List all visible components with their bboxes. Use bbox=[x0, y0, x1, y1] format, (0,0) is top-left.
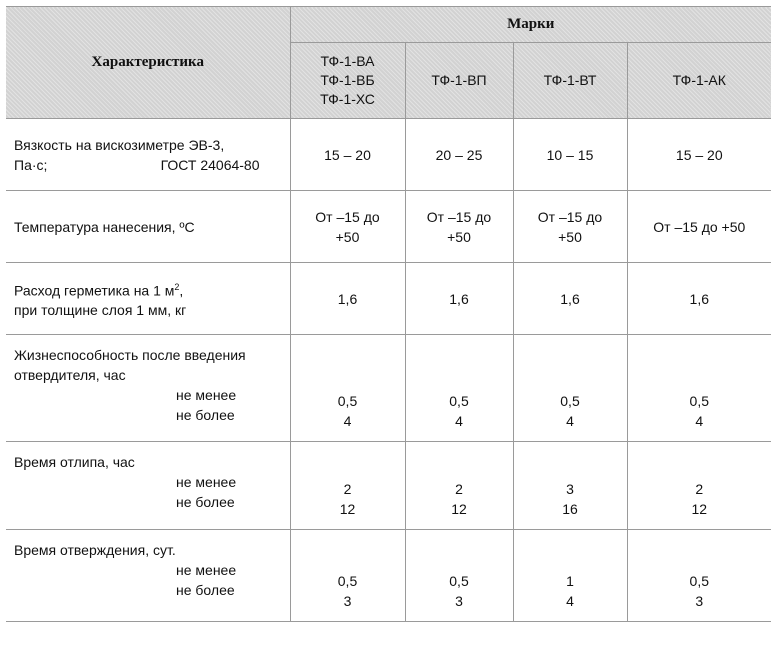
pot-life-max-label: не более bbox=[176, 407, 235, 423]
consumption-value-4: 1,6 bbox=[627, 263, 771, 335]
pot-life-line2: отвердителя, час bbox=[14, 367, 126, 383]
header-col-2 bbox=[405, 43, 513, 119]
pot-life-value-1 bbox=[290, 335, 405, 442]
temperature-value-1-a: От –15 до bbox=[315, 208, 380, 225]
pot-life-max-1: 4 bbox=[343, 413, 352, 429]
consumption-line1-text: Расход герметика на 1 м bbox=[14, 282, 175, 299]
brand-tf1-vp: ТФ-1-ВП bbox=[431, 72, 487, 88]
cure-min-2: 0,5 bbox=[449, 573, 469, 589]
cure-value-2 bbox=[405, 530, 513, 622]
label-cure bbox=[6, 530, 290, 622]
tack-free-max-3: 16 bbox=[562, 501, 578, 517]
pot-life-min-2: 0,5 bbox=[449, 393, 469, 409]
temperature-value-1-b: +50 bbox=[335, 228, 360, 245]
row-tack-free bbox=[6, 442, 771, 530]
cure-max-4: 3 bbox=[695, 593, 704, 609]
tack-free-min-3: 3 bbox=[566, 481, 574, 497]
tack-free-max-1: 12 bbox=[339, 501, 356, 517]
consumption-line1 bbox=[14, 277, 290, 301]
header-col-3 bbox=[513, 43, 627, 119]
cure-max-3: 4 bbox=[566, 593, 574, 609]
temperature-value-1 bbox=[290, 191, 405, 263]
tack-free-value-2 bbox=[405, 442, 513, 530]
cure-min-label: не менее bbox=[176, 562, 237, 578]
label-tack-free bbox=[6, 442, 290, 530]
row-cure bbox=[6, 530, 771, 622]
cure-min-4: 0,5 bbox=[689, 573, 709, 589]
tack-free-min-label: не менее bbox=[176, 474, 237, 490]
pot-life-max-4: 4 bbox=[695, 413, 704, 429]
tack-free-value-3 bbox=[513, 442, 627, 530]
tack-free-value-4 bbox=[627, 442, 771, 530]
pot-life-value-3 bbox=[513, 335, 627, 442]
pot-life-line1: Жизнеспособность после введения bbox=[14, 347, 246, 363]
consumption-value-3: 1,6 bbox=[513, 263, 627, 335]
consumption-value-2: 1,6 bbox=[405, 263, 513, 335]
viscosity-value-3: 10 – 15 bbox=[513, 119, 627, 191]
viscosity-line1: Вязкость на вискозиметре ЭВ-3, bbox=[14, 136, 225, 153]
cure-min-1: 0,5 bbox=[337, 573, 358, 589]
row-viscosity bbox=[6, 119, 771, 191]
tack-free-line1: Время отлипа, час bbox=[14, 454, 135, 470]
row-consumption bbox=[6, 263, 771, 335]
tack-free-max-4: 12 bbox=[691, 501, 708, 517]
brand-tf1-va: ТФ-1-ВА bbox=[320, 53, 375, 69]
row-pot-life bbox=[6, 335, 771, 442]
consumption-line1-end: , bbox=[179, 282, 184, 299]
label-consumption bbox=[6, 263, 290, 335]
tack-free-min-1: 2 bbox=[343, 481, 352, 497]
temperature-value-4-a: От –15 до +50 bbox=[653, 218, 746, 235]
temperature-value-3-a: От –15 до bbox=[537, 208, 603, 225]
header-brands-text: Марки bbox=[507, 16, 555, 32]
pot-life-min-3: 0,5 bbox=[560, 393, 580, 409]
consumption-value-1: 1,6 bbox=[290, 263, 405, 335]
pot-life-min-4: 0,5 bbox=[689, 393, 709, 409]
label-viscosity bbox=[6, 119, 290, 191]
temperature-value-2-a: От –15 до bbox=[426, 208, 492, 225]
spec-table bbox=[6, 6, 771, 622]
pot-life-min-1: 0,5 bbox=[337, 393, 358, 409]
pot-life-value-2 bbox=[405, 335, 513, 442]
consumption-sup: 2 bbox=[174, 281, 180, 292]
cure-value-4 bbox=[627, 530, 771, 622]
tack-free-max-2: 12 bbox=[451, 501, 467, 517]
cure-min-3: 1 bbox=[566, 573, 574, 589]
pot-life-max-2: 4 bbox=[455, 413, 463, 429]
viscosity-unit: Па·с; bbox=[14, 156, 48, 173]
label-temperature: Температура нанесения, ºС bbox=[6, 191, 290, 263]
temperature-value-2 bbox=[405, 191, 513, 263]
tack-free-max-label: не более bbox=[176, 494, 235, 510]
brand-tf1-hs: ТФ-1-ХС bbox=[320, 91, 375, 107]
header-characteristic bbox=[6, 7, 290, 119]
brand-tf1-ak: ТФ-1-АК bbox=[672, 72, 726, 88]
tack-free-min-2: 2 bbox=[455, 481, 463, 497]
header-brands bbox=[290, 7, 771, 43]
cure-value-3 bbox=[513, 530, 627, 622]
row-temperature bbox=[6, 191, 771, 263]
viscosity-line2 bbox=[14, 155, 290, 175]
viscosity-standard: ГОСТ 24064-80 bbox=[160, 156, 260, 173]
viscosity-value-1: 15 – 20 bbox=[290, 119, 405, 191]
brand-tf1-vt: ТФ-1-ВТ bbox=[543, 72, 597, 88]
cure-max-1: 3 bbox=[343, 593, 352, 609]
temperature-value-3 bbox=[513, 191, 627, 263]
header-col-4 bbox=[627, 43, 771, 119]
viscosity-value-4: 15 – 20 bbox=[627, 119, 771, 191]
consumption-line2: при толщине слоя 1 мм, кг bbox=[14, 302, 187, 319]
cure-line1: Время отверждения, сут. bbox=[14, 542, 176, 558]
header-characteristic-text: Характеристика bbox=[91, 54, 204, 70]
header-col-1 bbox=[290, 43, 405, 119]
cure-max-2: 3 bbox=[455, 593, 463, 609]
tack-free-value-1 bbox=[290, 442, 405, 530]
label-pot-life bbox=[6, 335, 290, 442]
brand-tf1-vb: ТФ-1-ВБ bbox=[320, 72, 375, 88]
pot-life-max-3: 4 bbox=[566, 413, 574, 429]
cure-value-1 bbox=[290, 530, 405, 622]
temperature-value-3-b: +50 bbox=[558, 228, 582, 245]
temperature-value-2-b: +50 bbox=[447, 228, 471, 245]
tack-free-min-4: 2 bbox=[695, 481, 704, 497]
cure-max-label: не более bbox=[176, 582, 235, 598]
viscosity-value-2: 20 – 25 bbox=[405, 119, 513, 191]
pot-life-value-4 bbox=[627, 335, 771, 442]
pot-life-min-label: не менее bbox=[176, 387, 237, 403]
temperature-value-4 bbox=[627, 191, 771, 263]
